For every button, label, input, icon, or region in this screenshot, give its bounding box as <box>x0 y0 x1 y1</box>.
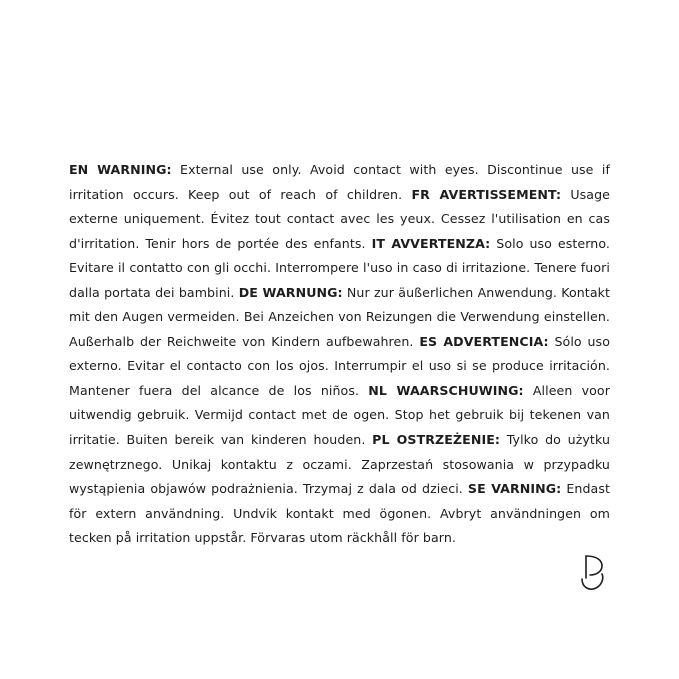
warning-language-heading: EN WARNING: <box>69 162 172 177</box>
warning-language-heading: PL OSTRZEŻENIE: <box>372 432 501 448</box>
warning-language-body: Alleen voor uitwendig gebruik. Vermijd contact met de ogen. Stop het gebruik bij tekenen van irritatie. Buiten bereik van kinderen houden. <box>69 382 610 448</box>
warning-language-body: External use only. Avoid contact with eyes. Discontinue use if irritation occurs. Keep out of reach of children. <box>69 162 610 202</box>
warning-language-heading: FR AVERTISSEMENT: <box>411 186 562 202</box>
warning-language-body: Nur zur äußerlichen Anwendung. Kontakt mit den Augen vermeiden. Bei Anzeichen von Reizungen die Verwendung einstellen. Außerhalb der Reichweite von Kindern aufbewahren. <box>69 284 611 349</box>
warning-language-heading: SE VARNING: <box>467 481 562 497</box>
warning-language-heading: NL WAARSCHUWING: <box>368 382 524 398</box>
warning-language-heading: IT AVVERTENZA: <box>371 235 491 251</box>
warning-language-body: Solo uso esterno. Evitare il contatto con gli occhi. Interrompere l'uso in caso di irritazione. Tenere fuori dalla portata dei bambini. <box>69 235 610 300</box>
warning-language-heading: DE WARNUNG: <box>238 284 343 300</box>
warning-language-body: Usage externe uniquement. Évitez tout contact avec les yeux. Cessez l'utilisation en cas d'irritation. Tenir hors de portée des enfants. <box>69 186 611 251</box>
warning-language-body: Tylko do użytku zewnętrznego. Unikaj kontaktu z oczami. Zaprzestań stosowania w przypadku wystąpienia objawów podrażnienia. Trzymaj z dala od dzieci. <box>69 432 610 497</box>
multilingual-warning-text <box>69 158 610 551</box>
warning-language-body: Endast för extern användning. Undvik kontakt med ögonen. Avbryt användningen om tecken på irritation uppstår. Förvaras utom räckhåll för barn. <box>69 481 610 546</box>
warning-language-body: Sólo uso externo. Evitar el contacto con los ojos. Interrumpir el uso si se produce irritación. Mantener fuera del alcance de los niños. <box>69 333 610 398</box>
brand-logo <box>576 552 612 592</box>
warning-language-heading: ES ADVERTENCIA: <box>419 333 549 349</box>
